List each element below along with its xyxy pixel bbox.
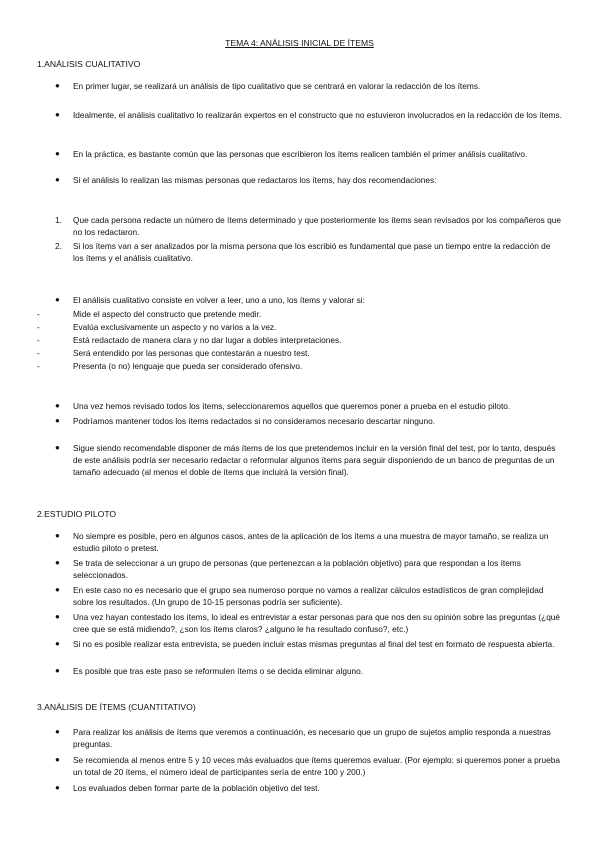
numbered-item: 1. Que cada persona redacte un número de ítems determinado y que posteriormente los ítems sean revisados por los compañeros que no los redactaron. [55, 215, 561, 237]
list-item: ● El análisis cualitativo consiste en volver a leer, uno a uno, los ítems y valorar si: [55, 295, 365, 305]
bullet-icon: ● [55, 727, 60, 736]
list-item: ● En primer lugar, se realizará un análisis de tipo cualitativo que se centrará en valorar la redacción de los ítems. [55, 81, 481, 91]
bullet-icon: ● [55, 612, 60, 621]
bullet-icon: ● [55, 666, 60, 675]
bullet-icon: ● [55, 755, 60, 764]
criteria-item: - Será entendido por las personas que contestarán a nuestro test. [37, 348, 310, 358]
bullet-icon: ● [55, 110, 60, 119]
bullet-icon: ● [55, 639, 60, 648]
list-item: ● Si el análisis lo realizan las mismas personas que redactaros los ítems, hay dos recomendaciones: [55, 175, 437, 185]
list-item: ● Se recomienda al menos entre 5 y 10 veces más evaluados que ítems queremos evaluar. (Por ejemplo: si queremos poner a prueba un total de 20 ítems, el número ideal de participantes sería de entre 100 y 200.) [55, 755, 561, 777]
bullet-icon: ● [55, 558, 60, 567]
criteria-item: - Evalúa exclusivamente un aspecto y no varios a la vez. [37, 322, 277, 332]
bullet-icon: ● [55, 416, 60, 425]
list-item: ● Podríamos mantener todos los ítems redactados si no consideramos necesario descartar ninguno. [55, 416, 436, 426]
bullet-icon: ● [55, 401, 60, 410]
numbered-item: 2. Si los ítems van a ser analizados por la misma persona que los escribió es fundamental que pase un tiempo entre la redacción de los ítems y el análisis cualitativo. [55, 241, 551, 263]
bullet-icon: ● [55, 585, 60, 594]
bullet-icon: ● [55, 443, 60, 452]
list-item: ● Es posible que tras este paso se reformulen ítems o se decida eliminar alguno. [55, 666, 364, 676]
bullet-icon: ● [55, 783, 60, 792]
criteria-item: - Presenta (o no) lenguaje que pueda ser considerado ofensivo. [37, 361, 303, 371]
bullet-icon: ● [55, 81, 60, 90]
list-item: ● Una vez hayan contestado los ítems, lo ideal es entrevistar a estar personas para que nos den su opinión sobre las preguntas (¿qué cree que se está midiendo?, ¿son los ítems claros? ¿alguno le ha resultado confuso?, etc.) [55, 612, 561, 634]
section-heading-analisis-cuantitativo: 3.ANÁLISIS DE ÍTEMS (CUANTITATIVO) [37, 702, 196, 712]
list-item: ● Idealmente, el análisis cualitativo lo realizarán expertos en el constructo que no estuvieron involucrados en la redacción de los ítems. [55, 110, 562, 120]
bullet-icon: ● [55, 149, 60, 158]
list-item: ● En la práctica, es bastante común que las personas que escribieron los ítems realicen también el primer análisis cualitativo. [55, 149, 528, 159]
criteria-item: - Mide el aspecto del constructo que pretende medir. [37, 309, 262, 319]
list-item: ● No siempre es posible, pero en algunos casos, antes de la aplicación de los ítems a una muestra de mayor tamaño, se realiza un estudio piloto o pretest. [55, 531, 549, 553]
list-item: ● Una vez hemos revisado todos los ítems, seleccionaremos aquellos que queremos poner a prueba en el estudio piloto. [55, 401, 511, 411]
list-item: ● Si no es posible realizar esta entrevista, se pueden incluir estas mismas preguntas al final del test en formato de respuesta abierta. [55, 639, 555, 649]
list-item: ● En este caso no es necesario que el grupo sea numeroso porque no vamos a realizar cálculos estadísticos de gran complejidad sobre los resultados. (Un grupo de 10-15 personas podría ser suficiente). [55, 585, 544, 607]
bullet-icon: ● [55, 531, 60, 540]
list-item: ● Se trata de seleccionar a un grupo de personas (que pertenezcan a la población objetivo) para que respondan a los ítems seleccionados. [55, 558, 521, 580]
list-item: ● Para realizar los análisis de ítems que veremos a continuación, es necesario que un grupo de sujetos amplio responda a nuestras preguntas. [55, 727, 551, 749]
bullet-icon: ● [55, 175, 60, 184]
criteria-item: - Está redactado de manera clara y no dar lugar a dobles interpretaciones. [37, 335, 342, 345]
section-heading-estudio-piloto: 2.ESTUDIO PILOTO [37, 509, 117, 519]
bullet-icon: ● [55, 295, 60, 304]
list-item: ● Los evaluados deben formar parte de la población objetivo del test. [55, 783, 320, 793]
document-title: TEMA 4: ANÁLISIS INICIAL DE ÍTEMS [225, 38, 374, 48]
section-heading-cualitativo: 1.ANÁLISIS CUALITATIVO [37, 59, 141, 69]
list-item: ● Sigue siendo recomendable disponer de más ítems de los que pretendemos incluir en la versión final del test, por lo tanto, después de este análisis podría ser necesario redactar o reformular algunos ítems para seguir disponiendo de un banco de preguntas de un tamaño adecuado (al menos el doble de ítems que incluirá la versión final). [55, 443, 556, 477]
